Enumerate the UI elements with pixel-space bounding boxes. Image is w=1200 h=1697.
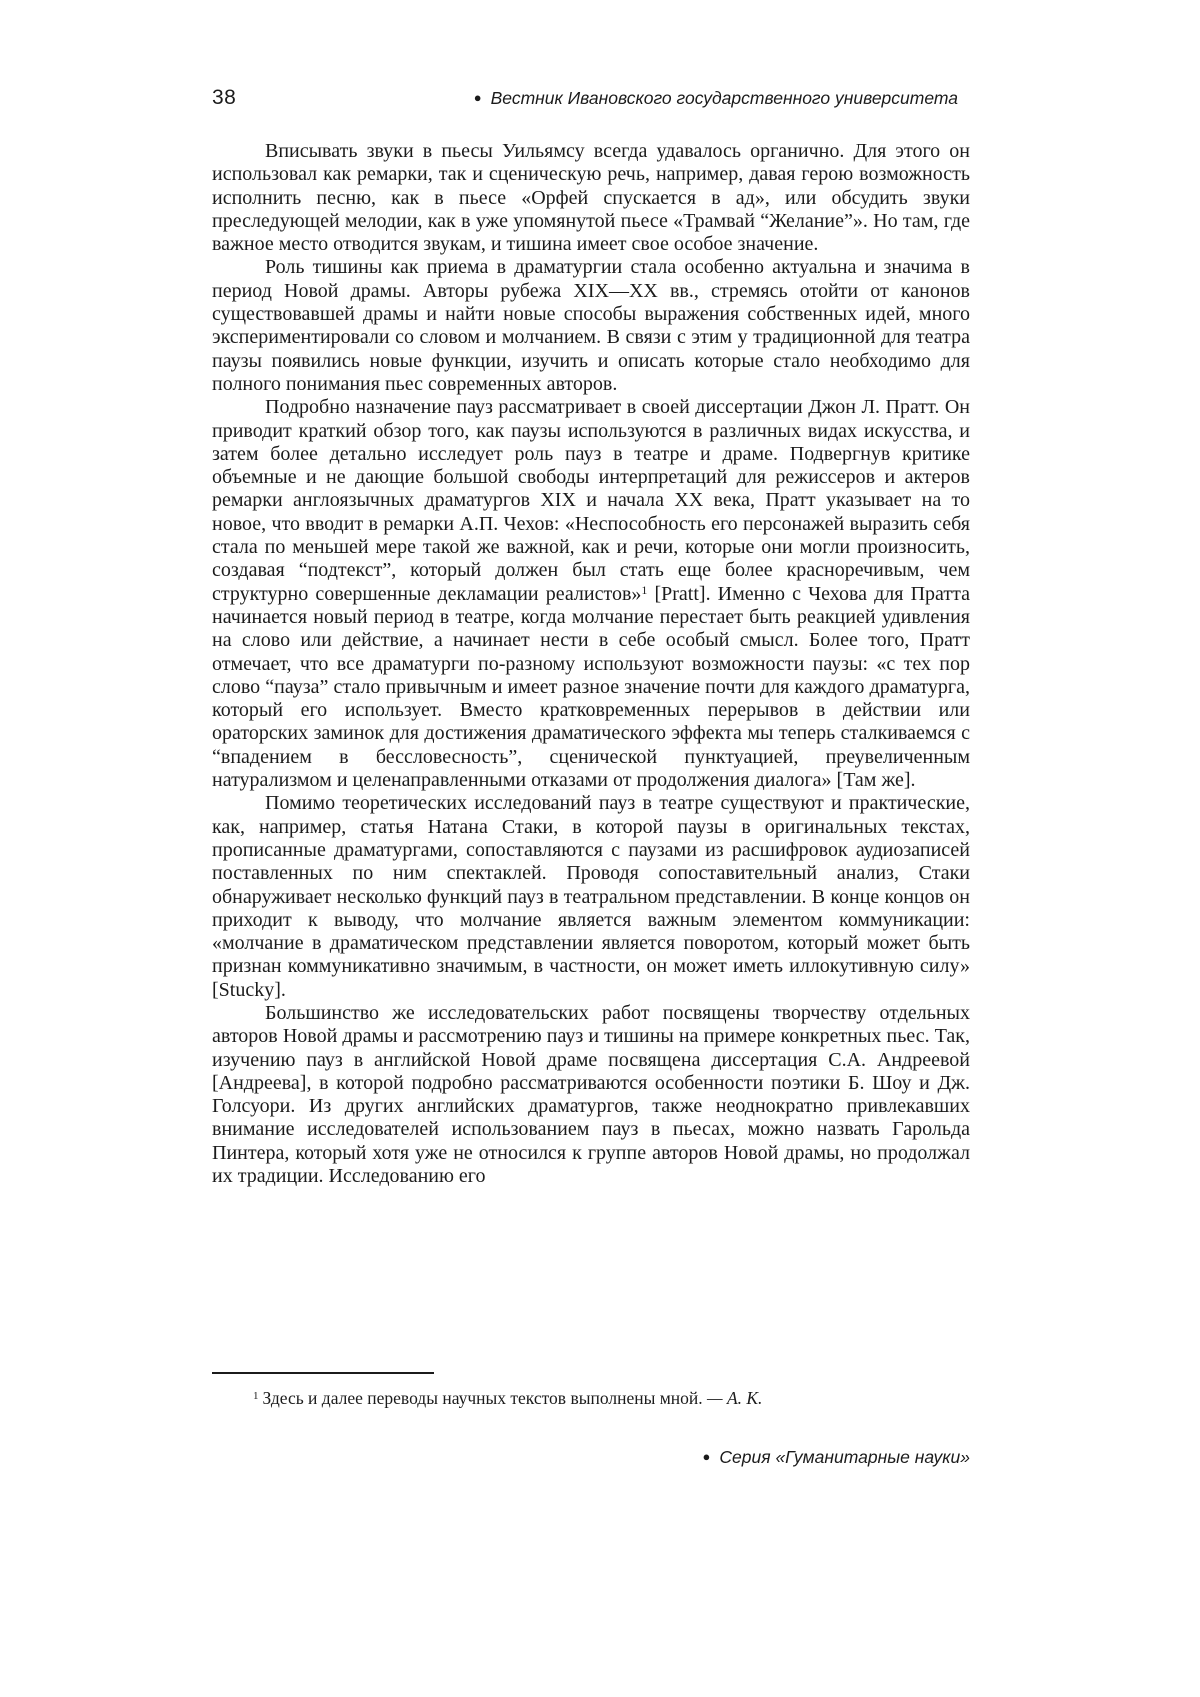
paragraph-text: Роль тишины как приема в драматургии стала особенно актуальна и значима в период Новой драмы. Авторы рубежа XIX—XX вв., стремясь отойти от канонов существовавшей драмы и найти новые способы выражения собственных идей, много экспериментировали со словом и молчанием. В связи с этим у традиционной для театра паузы появились новые функции, изучить и описать которые стало необходимо для полного понимания пьес современных авторов. [212,256,970,395]
paragraph-text: Большинство же исследовательских работ посвящены творчеству отдельных авторов Новой драмы и рассмотрению пауз и тишины на примере конкретных пьес. Так, изучению пауз в английской Новой драме посвящена диссертация С.А. Андреевой [Андреева], в которой подробно рассматриваются особенности поэтики Б. Шоу и Дж. Голсуори. Из других английских драматургов, также неоднократно привлекавших внимание исследователей использованием пауз в пьесах, можно назвать Гарольда Пинтера, который хотя уже не относился к группе авторов Новой драмы, но продолжал их традиции. Исследованию его [212,1001,970,1188]
page-header [212,86,970,110]
page-number: 38 [212,86,237,109]
paragraph [212,792,970,1002]
paragraph-text: Помимо теоретических исследований пауз в театре существуют и практические, как, например, статья Натана Стаки, в которой паузы в оригинальных текстах, прописанные драматургами, сопоставляются с паузами из расшифровок аудиозаписей поставленных по ним спектаклей. Проводя сопоставительный анализ, Стаки обнаруживает несколько функций пауз в театральном представлении. В конце концов он приходит к выводу, что молчание является важным элементом коммуникации: «молчание в драматическом представлении является поворотом, который может быть признан коммуникативно значимым, в частности, он может иметь иллокутивную силу» [Stucky]. [212,792,970,1001]
article-body [212,140,970,1188]
footnote-marker: 1 [253,1390,259,1402]
paragraph-text: [Pratt]. Именно с Чехова для Пратта начинается новый период в театре, когда молчание перестает быть реакцией удивления на слово или действие, а начинает нести в себе особый смысл. Более того, Пратт отмечает, что все драматурги по-разному используют возможности паузы: «с тех пор слово “пауза” стало привычным и имеет разное значение почти для каждого драматурга, который его использует. Вместо кратковременных перерывов в действии или ораторских заминок для достижения драматического эффекта мы теперь сталкиваемся с “впадением в бессловесность”, сценической пунктуацией, преувеличенным натурализмом и целенаправленными отказами от продолжения диалога» [Там же]. [212,582,970,792]
paragraph-text: Вписывать звуки в пьесы Уильямсу всегда удавалось органично. Для этого он использовал как ремарки, так и сценическую речь, например, давая герою возможность исполнить песню, как в пьесе «Орфей спускается в ад», или обсудить звуки преследующей мелодии, как в уже упомянутой пьесе «Трамвай “Желание”». Но там, где важное место отводится звукам, и тишина имеет свое особое значение. [212,140,970,256]
footnote [212,1388,970,1409]
paragraph [212,140,970,256]
bullet-icon: ● [702,1449,711,1464]
footnote-divider [212,1372,434,1374]
paragraph-text: Подробно назначение пауз рассматривает в своей диссертации Джон Л. Пратт. Он приводит краткий обзор того, как паузы используются в различных видах искусства, и затем более детально исследует роль пауз в театре и драме. Подвергнув критике объемные и не дающие большой свободы интерпретаций для режиссеров и актеров ремарки англоязычных драматургов XIX и начала XX века, Пратт указывает на то новое, что вводит в ремарки А.П. Чехов: «Неспособность его персонажей выразить себя стала по меньшей мере такой же важной, как и речи, которые они могли произносить, создавая “подтекст”, который должен был стать еще более красноречивым, чем структурно совершенные декламации реалистов» [212,396,970,605]
running-title [474,88,970,109]
paragraph [212,396,970,792]
footnote-reference: 1 [641,582,648,597]
paragraph [212,256,970,396]
series-title: Серия «Гуманитарные науки» [719,1447,970,1467]
footnote-attribution: — А. К. [707,1388,763,1408]
bullet-icon: ● [473,90,482,105]
footnote-text: Здесь и далее переводы научных текстов выполнены мной. [262,1388,708,1408]
page-footer [212,1447,970,1468]
running-title-text: Вестник Ивановского государственного университета [490,88,958,108]
paragraph [212,1002,970,1188]
